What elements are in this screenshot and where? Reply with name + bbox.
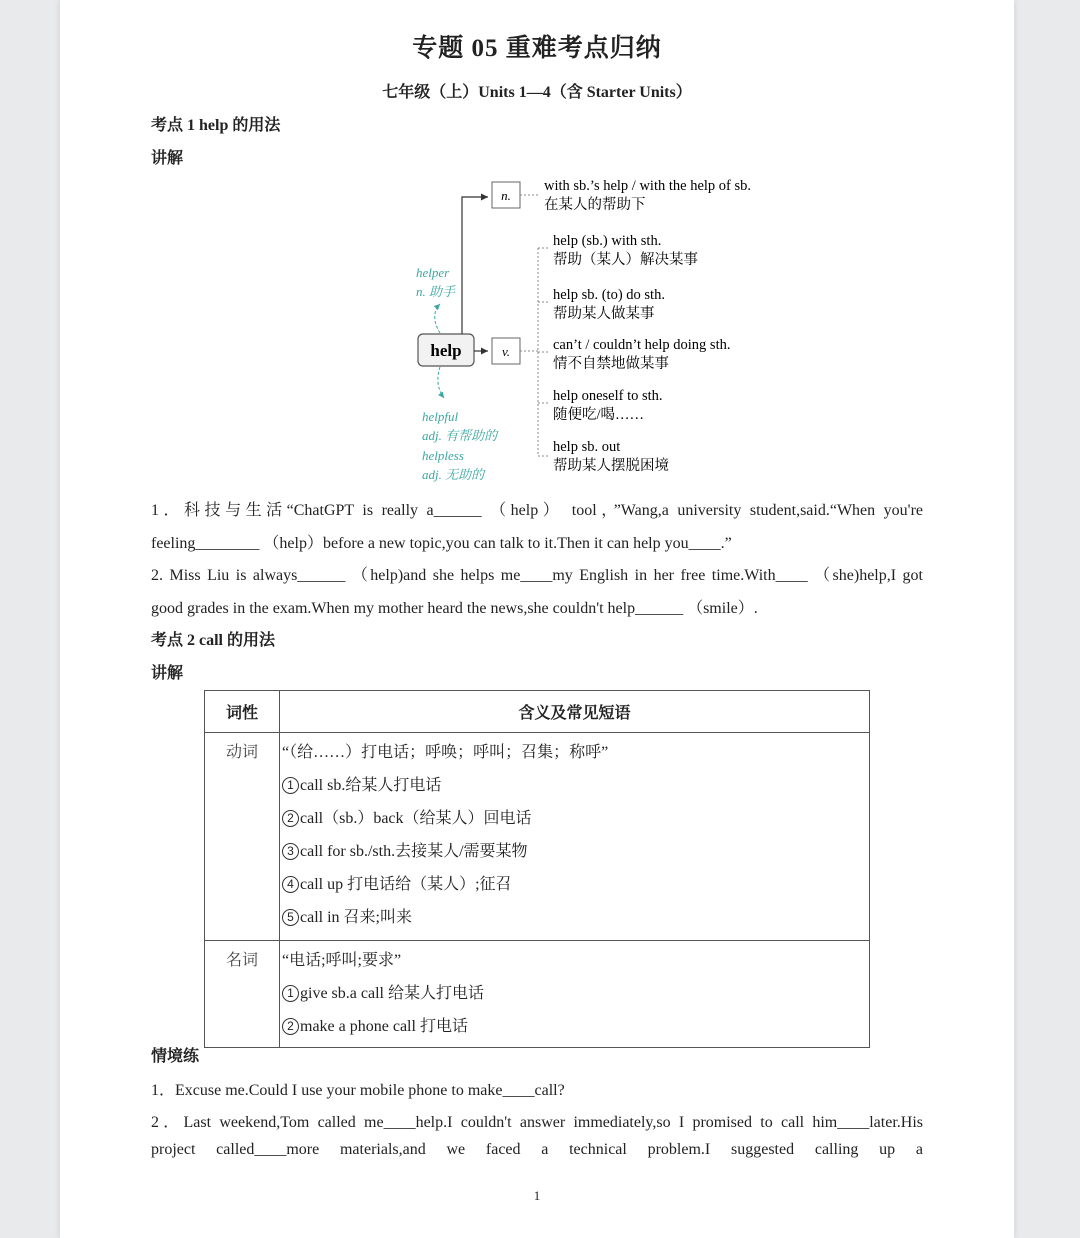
section1-explain-label: 讲解 <box>151 150 184 167</box>
noun-meaning: “电话;呼叫;要求” <box>282 952 402 969</box>
note-helper: helper <box>416 265 450 280</box>
table-header-row <box>205 691 870 733</box>
page-title: 专题 05 重难考点归纳 <box>412 35 662 62</box>
verb-item-1: 1 call sb.给某人打电话 <box>282 769 869 802</box>
verb-item-3: 3 call for sb./sth.去接某人/需要某物 <box>282 835 869 868</box>
page-number: 1 <box>533 1188 541 1203</box>
call-usage-table <box>204 690 870 1048</box>
verb-phrase-3-zh: 情不自禁地做某事 <box>553 356 669 372</box>
noun-item-2: 2 make a phone call 打电话 <box>282 1010 869 1043</box>
note-helpful: helpful <box>422 409 459 424</box>
call-exercise-line-3: project called____more materials,and we faced a technical problem.I suggested calling up a <box>151 1141 923 1158</box>
verb-phrase-4-en: help oneself to sth. <box>553 388 663 404</box>
help-exercise-line-1: 1．科技与生活“ChatGPT is really a______ （help） tool，”Wang,a university student,said.“When you're <box>151 502 923 519</box>
table-row-noun <box>205 941 870 1048</box>
noun-pos: 名词 <box>225 952 258 969</box>
verb-phrase-2-en: help sb. (to) do sth. <box>553 287 665 303</box>
table-row-verb <box>205 733 870 941</box>
noun-tag: n. <box>501 188 511 203</box>
practice-heading: 情境练 <box>151 1048 200 1065</box>
verb-pos: 动词 <box>225 744 258 761</box>
section2-heading: 考点 2 call 的用法 <box>151 632 275 649</box>
verb-phrase-5-zh: 帮助某人摆脱困境 <box>553 458 669 474</box>
verb-tag: v. <box>501 344 511 359</box>
header-meaning: 含义及常见短语 <box>280 691 870 733</box>
call-exercise-line-1: 1．Excuse me.Could I use your mobile phone to make____call? <box>151 1082 565 1099</box>
noun-phrase-en: with sb.’s help / with the help of sb. <box>544 178 752 194</box>
verb-phrase-1-en: help (sb.) with sth. <box>553 233 662 249</box>
section2-explain-label: 讲解 <box>151 665 184 682</box>
verb-phrase-3-en: can’t / couldn’t help doing sth. <box>553 337 731 353</box>
noun-item-1: 1 give sb.a call 给某人打电话 <box>282 977 869 1010</box>
verb-meaning: “（给……）打电话；呼唤；呼叫；召集；称呼” <box>282 744 609 761</box>
help-exercise-line-3: 2. Miss Liu is always______ （help)and she helps me____my English in her free time.With____ （she)help,I got <box>151 567 924 584</box>
page-subtitle: 七年级（上）Units 1—4（含 Starter Units） <box>382 84 692 101</box>
verb-item-2: 2 call（sb.）back（给某人）回电话 <box>282 802 869 835</box>
help-exercise-line-2: feeling________ （help）before a new topic,you can talk to it.Then it can help you____.” <box>151 535 732 552</box>
verb-phrase-2-zh: 帮助某人做某事 <box>553 306 655 322</box>
note-helpful-meaning: adj. 有帮助的 <box>422 428 498 443</box>
help-center-label: help <box>430 341 462 360</box>
verb-phrase-5-en: help sb. out <box>553 439 621 455</box>
verb-item-4: 4 call up 打电话给（某人）;征召 <box>282 868 869 901</box>
note-helpless: helpless <box>422 448 464 463</box>
verb-phrase-1-zh: 帮助（某人）解决某事 <box>553 252 698 268</box>
noun-phrase-zh: 在某人的帮助下 <box>544 197 646 213</box>
document-page <box>60 0 1014 1238</box>
header-pos: 词性 <box>205 691 280 733</box>
verb-item-5: 5 call in 召来;叫来 <box>282 901 869 934</box>
call-exercise-line-2: 2．Last weekend,Tom called me____help.I couldn't answer immediately,so I promised to call him____later.His <box>151 1114 923 1131</box>
note-helper-meaning: n. 助手 <box>416 284 456 299</box>
note-helpless-meaning: adj. 无助的 <box>422 467 485 482</box>
section1-heading: 考点 1 help 的用法 <box>151 117 281 134</box>
help-exercise-line-4: good grades in the exam.When my mother heard the news,she couldn't help______ （smile）. <box>151 600 758 617</box>
verb-phrase-4-zh: 随便吃/喝…… <box>553 407 645 423</box>
help-usage-diagram <box>340 168 820 493</box>
